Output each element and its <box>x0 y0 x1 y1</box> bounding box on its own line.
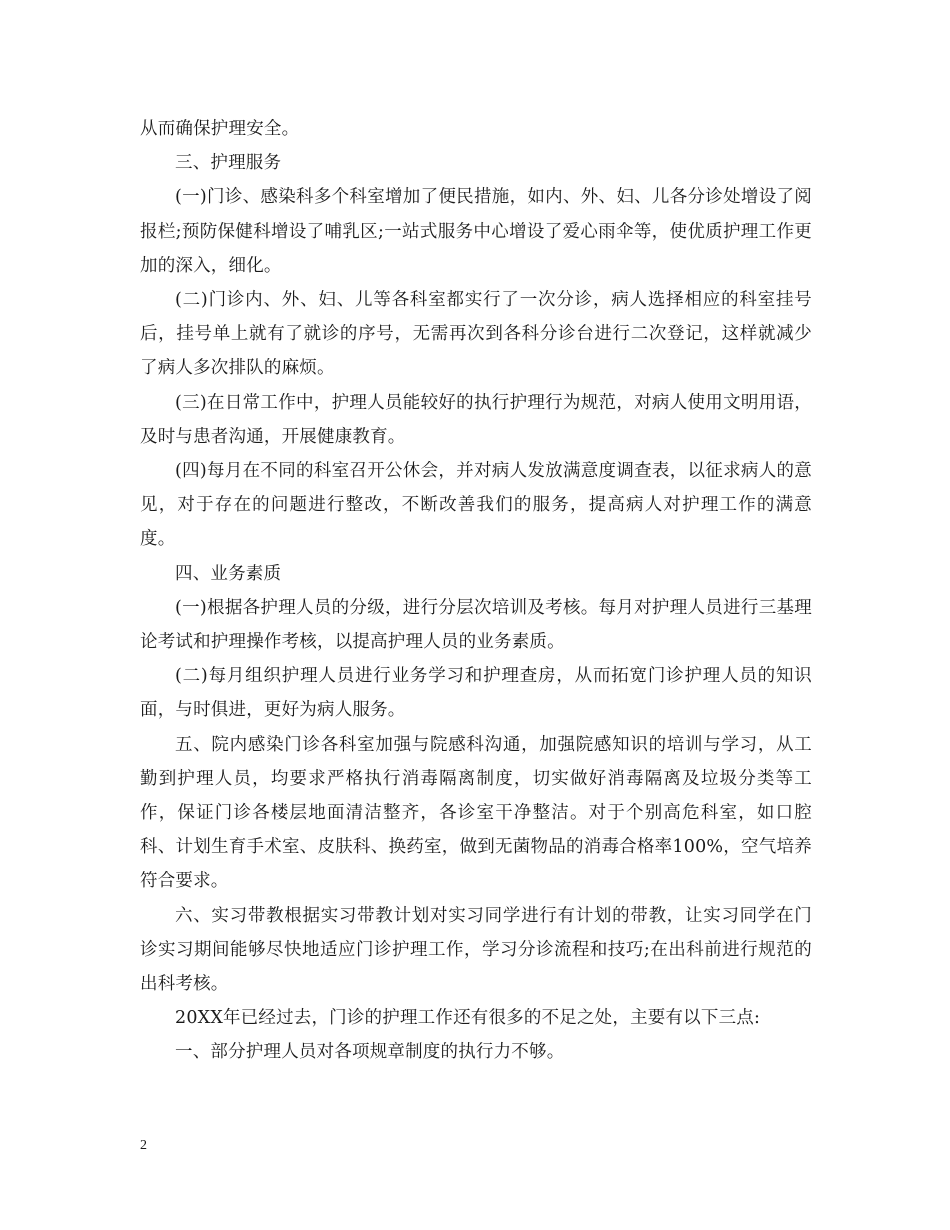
paragraph-internship-teaching: 六、实习带教根据实习带教计划对实习同学进行有计划的带教，让实习同学在门诊实习期间能够尽快地适应门诊护理工作，学习分诊流程和技巧;在出科前进行规范的出科考核。 <box>140 905 812 995</box>
paragraph-nursing-service-1: (一)门诊、感染科多个科室增加了便民措施，如内、外、妇、儿各分诊处增设了阅报栏;预防保健科增设了哺乳区;一站式服务中心增设了爱心雨伞等，使优质护理工作更加的深入，细化。 <box>140 187 812 276</box>
document-body <box>140 112 812 1070</box>
paragraph-nursing-service-4: (四)每月在不同的科室召开公休会，并对病人发放满意度调查表，以征求病人的意见，对于存在的问题进行整改，不断改善我们的服务，提高病人对护理工作的满意度。 <box>140 461 812 550</box>
page-number: 2 <box>140 1138 147 1153</box>
paragraph-nursing-service-3: (三)在日常工作中，护理人员能较好的执行护理行为规范，对病人使用文明用语，及时与患者沟通，开展健康教育。 <box>140 392 812 447</box>
paragraph-professional-quality-1: (一)根据各护理人员的分级，进行分层次培训及考核。每月对护理人员进行三基理论考试和护理操作考核，以提高护理人员的业务素质。 <box>140 597 812 653</box>
paragraph-infection-control: 五、院内感染门诊各科室加强与院感科沟通，加强院感知识的培训与学习，从工勤到护理人员，均要求严格执行消毒隔离制度，切实做好消毒隔离及垃圾分类等工作，保证门诊各楼层地面清洁整齐，各诊室干净整洁。对于个别高危科室，如口腔科、计划生育手术室、皮肤科、换药室，做到无菌物品的消毒合格率100%，空气培养符合要求。 <box>140 734 812 892</box>
paragraph-shortcoming-1: 一、部分护理人员对各项规章制度的执行力不够。 <box>175 1042 565 1063</box>
paragraph-professional-quality-2: (二)每月组织护理人员进行业务学习和护理查房，从而拓宽门诊护理人员的知识面，与时俱进，更好为病人服务。 <box>140 666 812 721</box>
paragraph-nursing-service-2: (二)门诊内、外、妇、儿等各科室都实行了一次分诊，病人选择相应的科室挂号后，挂号单上就有了就诊的序号，无需再次到各科分诊台进行二次登记，这样就减少了病人多次排队的麻烦。 <box>140 290 812 379</box>
section-heading-nursing-service: 三、护理服务 <box>175 153 282 174</box>
paragraph-year-summary: 20XX年已经过去，门诊的护理工作还有很多的不足之处，主要有以下三点: <box>175 1008 761 1029</box>
section-heading-professional-quality: 四、业务素质 <box>175 563 282 584</box>
paragraph-continuation: 从而确保护理安全。 <box>140 119 300 139</box>
